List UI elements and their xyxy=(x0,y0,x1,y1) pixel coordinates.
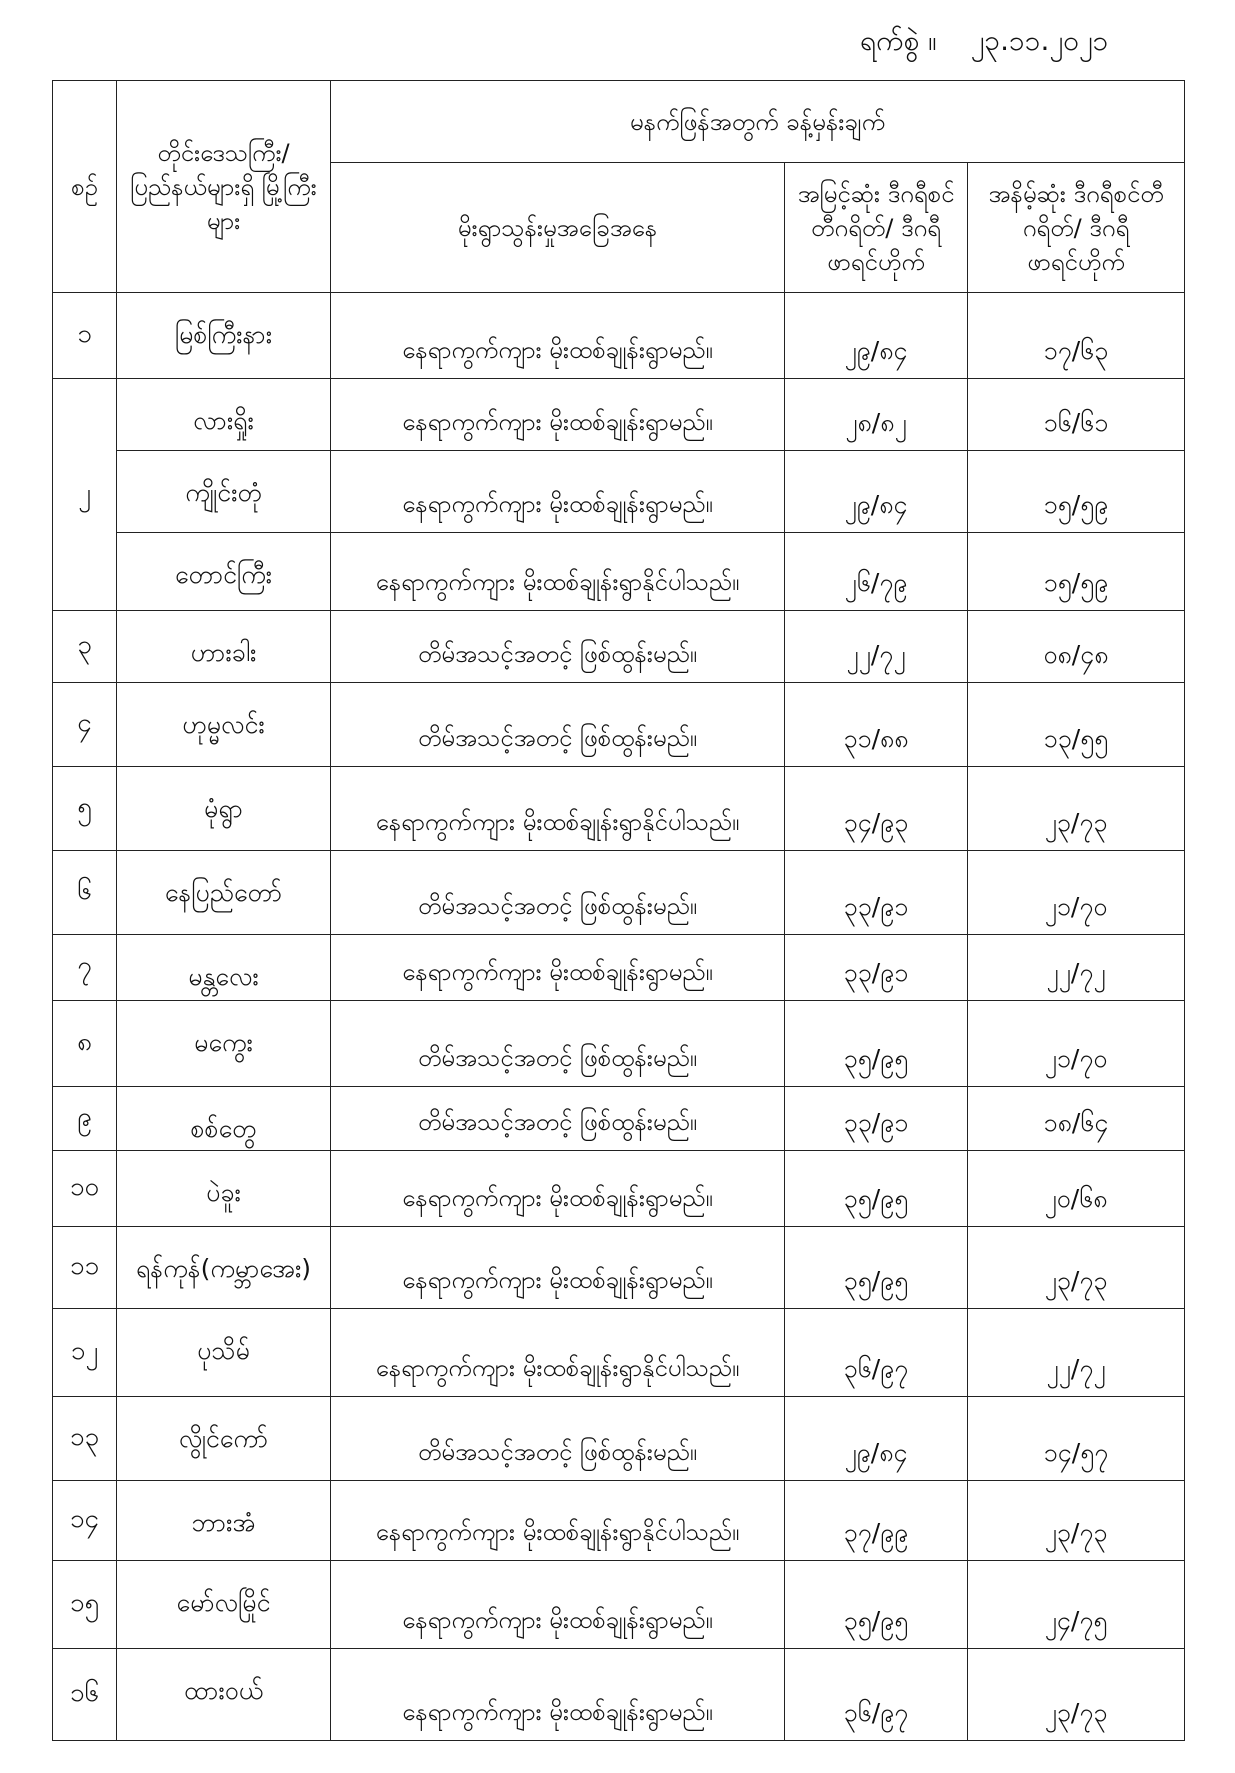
header-condition: မိုးရွာသွန်းမှုအခြေအနေ xyxy=(331,163,785,293)
max-temperature: ၂၉/၈၄ xyxy=(785,293,968,379)
min-temperature: ၁၆/၆၁ xyxy=(968,379,1185,451)
row-number: ၅ xyxy=(53,767,117,851)
date-value: ၂၃.၁၁.၂၀၂၁ xyxy=(970,24,1109,57)
rain-condition: နေရာကွက်ကျား မိုးထစ်ချုန်းရွာနိုင်ပါသည်။ xyxy=(331,533,785,611)
table-row xyxy=(53,1309,1185,1397)
max-temperature: ၃၆/၉၇ xyxy=(785,1649,968,1741)
rain-condition: နေရာကွက်ကျား မိုးထစ်ချုန်းရွာမည်။ xyxy=(331,1649,785,1741)
row-number: ၁၄ xyxy=(53,1481,117,1561)
city-name: မကွေး xyxy=(117,1001,331,1087)
row-number: ၈ xyxy=(53,1001,117,1087)
max-temperature: ၃၅/၉၅ xyxy=(785,1151,968,1227)
max-temperature: ၂၉/၈၄ xyxy=(785,451,968,533)
max-temperature: ၃၅/၉၅ xyxy=(785,1001,968,1087)
min-temperature: ၂၂/၇၂ xyxy=(968,935,1185,1001)
min-temperature: ၂၂/၇၂ xyxy=(968,1309,1185,1397)
header-max-temp: အမြင့်ဆုံး ဒီဂရီစင်တီဂရိတ်/ ဒီဂရီဖာရင်ဟိုက် xyxy=(785,163,968,293)
table-row xyxy=(53,683,1185,767)
date-line xyxy=(860,18,1180,68)
city-name: ဟားခါး xyxy=(117,611,331,683)
table-row xyxy=(53,451,1185,533)
table-row xyxy=(53,1087,1185,1151)
rain-condition: နေရာကွက်ကျား မိုးထစ်ချုန်းရွာမည်။ xyxy=(331,293,785,379)
max-temperature: ၃၃/၉၁ xyxy=(785,1087,968,1151)
city-name: ကျိုင်းတုံ xyxy=(117,451,331,533)
row-number: ၁၁ xyxy=(53,1227,117,1309)
table-header xyxy=(53,81,1185,293)
city-name: နေပြည်တော် xyxy=(117,851,331,935)
min-temperature: ၂၀/၆၈ xyxy=(968,1151,1185,1227)
min-temperature: ၁၃/၅၅ xyxy=(968,683,1185,767)
header-city: တိုင်းဒေသကြီး/ ပြည်နယ်များရှိ မြို့ကြီးများ xyxy=(117,81,331,293)
table-row xyxy=(53,379,1185,451)
rain-condition: နေရာကွက်ကျား မိုးထစ်ချုန်းရွာနိုင်ပါသည်။ xyxy=(331,1309,785,1397)
row-number: ၁၀ xyxy=(53,1151,117,1227)
rain-condition: တိမ်အသင့်အတင့် ဖြစ်ထွန်းမည်။ xyxy=(331,1397,785,1481)
max-temperature: ၂၈/၈၂ xyxy=(785,379,968,451)
city-name: မော်လမြိုင် xyxy=(117,1561,331,1649)
max-temperature: ၃၃/၉၁ xyxy=(785,935,968,1001)
row-number: ၂ xyxy=(53,379,117,611)
max-temperature: ၃၇/၉၉ xyxy=(785,1481,968,1561)
city-name: စစ်တွေ xyxy=(117,1087,331,1151)
city-name: ရန်ကုန်(ကမ္ဘာအေး) xyxy=(117,1227,331,1309)
min-temperature: ၁၇/၆၃ xyxy=(968,293,1185,379)
row-number: ၃ xyxy=(53,611,117,683)
min-temperature: ၂၃/၇၃ xyxy=(968,1481,1185,1561)
table-row xyxy=(53,533,1185,611)
max-temperature: ၃၃/၉၁ xyxy=(785,851,968,935)
row-number: ၁ xyxy=(53,293,117,379)
table-row xyxy=(53,767,1185,851)
min-temperature: ၂၁/၇၀ xyxy=(968,851,1185,935)
rain-condition: နေရာကွက်ကျား မိုးထစ်ချုန်းရွာမည်။ xyxy=(331,1227,785,1309)
header-no: စဉ် xyxy=(53,81,117,293)
rain-condition: နေရာကွက်ကျား မိုးထစ်ချုန်းရွာမည်။ xyxy=(331,1151,785,1227)
min-temperature: ၂၃/၇၃ xyxy=(968,1649,1185,1741)
table-body xyxy=(53,293,1185,1741)
table-row xyxy=(53,611,1185,683)
row-number: ၁၅ xyxy=(53,1561,117,1649)
table-row xyxy=(53,1561,1185,1649)
row-number: ၁၆ xyxy=(53,1649,117,1741)
rain-condition: နေရာကွက်ကျား မိုးထစ်ချုန်းရွာနိုင်ပါသည်။ xyxy=(331,1481,785,1561)
city-name: ပဲခူး xyxy=(117,1151,331,1227)
date-label: ရက်စွဲ ။ xyxy=(860,24,937,57)
rain-condition: တိမ်အသင့်အတင့် ဖြစ်ထွန်းမည်။ xyxy=(331,851,785,935)
max-temperature: ၃၆/၉၇ xyxy=(785,1309,968,1397)
table-row xyxy=(53,1001,1185,1087)
min-temperature: ၁၅/၅၉ xyxy=(968,533,1185,611)
max-temperature: ၂၂/၇၂ xyxy=(785,611,968,683)
city-name: ပုသိမ် xyxy=(117,1309,331,1397)
city-name: မန္တလေး xyxy=(117,935,331,1001)
table-row xyxy=(53,1397,1185,1481)
table-row xyxy=(53,935,1185,1001)
table-row xyxy=(53,1227,1185,1309)
forecast-table xyxy=(52,80,1185,1741)
row-number: ၄ xyxy=(53,683,117,767)
max-temperature: ၃၄/၉၃ xyxy=(785,767,968,851)
header-min-temp: အနိမ့်ဆုံး ဒီဂရီစင်တီဂရိတ်/ ဒီဂရီဖာရင်ဟိုက် xyxy=(968,163,1185,293)
rain-condition: တိမ်အသင့်အတင့် ဖြစ်ထွန်းမည်။ xyxy=(331,1001,785,1087)
city-name: ထားဝယ် xyxy=(117,1649,331,1741)
max-temperature: ၃၁/၈၈ xyxy=(785,683,968,767)
table-row xyxy=(53,1481,1185,1561)
min-temperature: ၁၄/၅၇ xyxy=(968,1397,1185,1481)
max-temperature: ၂၆/၇၉ xyxy=(785,533,968,611)
rain-condition: နေရာကွက်ကျား မိုးထစ်ချုန်းရွာနိုင်ပါသည်။ xyxy=(331,767,785,851)
min-temperature: ၂၃/၇၃ xyxy=(968,767,1185,851)
min-temperature: ၁၅/၅၉ xyxy=(968,451,1185,533)
min-temperature: ၀၈/၄၈ xyxy=(968,611,1185,683)
row-number: ၁၃ xyxy=(53,1397,117,1481)
table-row xyxy=(53,1649,1185,1741)
min-temperature: ၂၁/၇၀ xyxy=(968,1001,1185,1087)
table-row xyxy=(53,851,1185,935)
city-name: လွိုင်ကော် xyxy=(117,1397,331,1481)
rain-condition: နေရာကွက်ကျား မိုးထစ်ချုန်းရွာမည်။ xyxy=(331,451,785,533)
rain-condition: နေရာကွက်ကျား မိုးထစ်ချုန်းရွာမည်။ xyxy=(331,1561,785,1649)
city-name: ဘားအံ xyxy=(117,1481,331,1561)
city-name: လားရှိုး xyxy=(117,379,331,451)
city-name: ဟုမ္မလင်း xyxy=(117,683,331,767)
rain-condition: တိမ်အသင့်အတင့် ဖြစ်ထွန်းမည်။ xyxy=(331,611,785,683)
row-number: ၉ xyxy=(53,1087,117,1151)
city-name: မြစ်ကြီးနား xyxy=(117,293,331,379)
max-temperature: ၃၅/၉၅ xyxy=(785,1561,968,1649)
min-temperature: ၂၄/၇၅ xyxy=(968,1561,1185,1649)
row-number: ၇ xyxy=(53,935,117,1001)
rain-condition: နေရာကွက်ကျား မိုးထစ်ချုန်းရွာမည်။ xyxy=(331,379,785,451)
city-name: မုံရွာ xyxy=(117,767,331,851)
table-row xyxy=(53,1151,1185,1227)
rain-condition: တိမ်အသင့်အတင့် ဖြစ်ထွန်းမည်။ xyxy=(331,683,785,767)
row-number: ၆ xyxy=(53,851,117,935)
min-temperature: ၁၈/၆၄ xyxy=(968,1087,1185,1151)
min-temperature: ၂၃/၇၃ xyxy=(968,1227,1185,1309)
header-forecast-group: မနက်ဖြန်အတွက် ခန့်မှန်းချက် xyxy=(331,81,1185,163)
max-temperature: ၃၅/၉၅ xyxy=(785,1227,968,1309)
row-number: ၁၂ xyxy=(53,1309,117,1397)
rain-condition: တိမ်အသင့်အတင့် ဖြစ်ထွန်းမည်။ xyxy=(331,1087,785,1151)
table-row xyxy=(53,293,1185,379)
rain-condition: နေရာကွက်ကျား မိုးထစ်ချုန်းရွာမည်။ xyxy=(331,935,785,1001)
city-name: တောင်ကြီး xyxy=(117,533,331,611)
max-temperature: ၂၉/၈၄ xyxy=(785,1397,968,1481)
